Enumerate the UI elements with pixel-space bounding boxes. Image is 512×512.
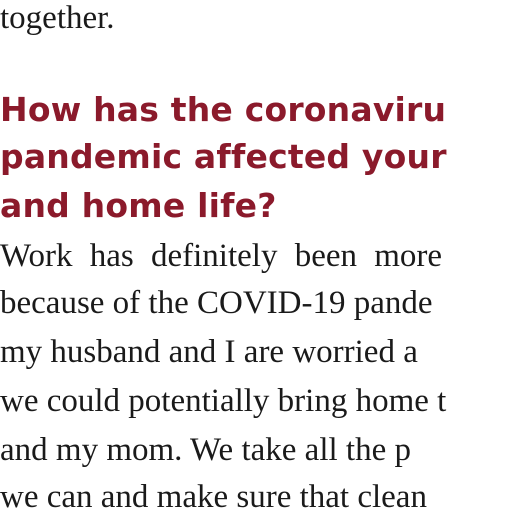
- question-heading-line-3: and home life?: [0, 186, 277, 225]
- answer-line-2: because of the COVID-19 pande: [0, 285, 433, 321]
- answer-line-5: and my mom. We take all the p: [0, 432, 411, 468]
- answer-line-4: we could potentially bring home t: [0, 383, 447, 419]
- previous-paragraph-end: together.: [0, 0, 115, 36]
- answer-line-1: Work has definitely been more: [0, 238, 443, 274]
- question-heading-line-2: pandemic affected your: [0, 137, 447, 176]
- answer-line-3: my husband and I are worried a: [0, 334, 418, 370]
- question-heading-line-1: How has the coronaviru: [0, 90, 447, 129]
- answer-line-6: we can and make sure that clean: [0, 479, 427, 512]
